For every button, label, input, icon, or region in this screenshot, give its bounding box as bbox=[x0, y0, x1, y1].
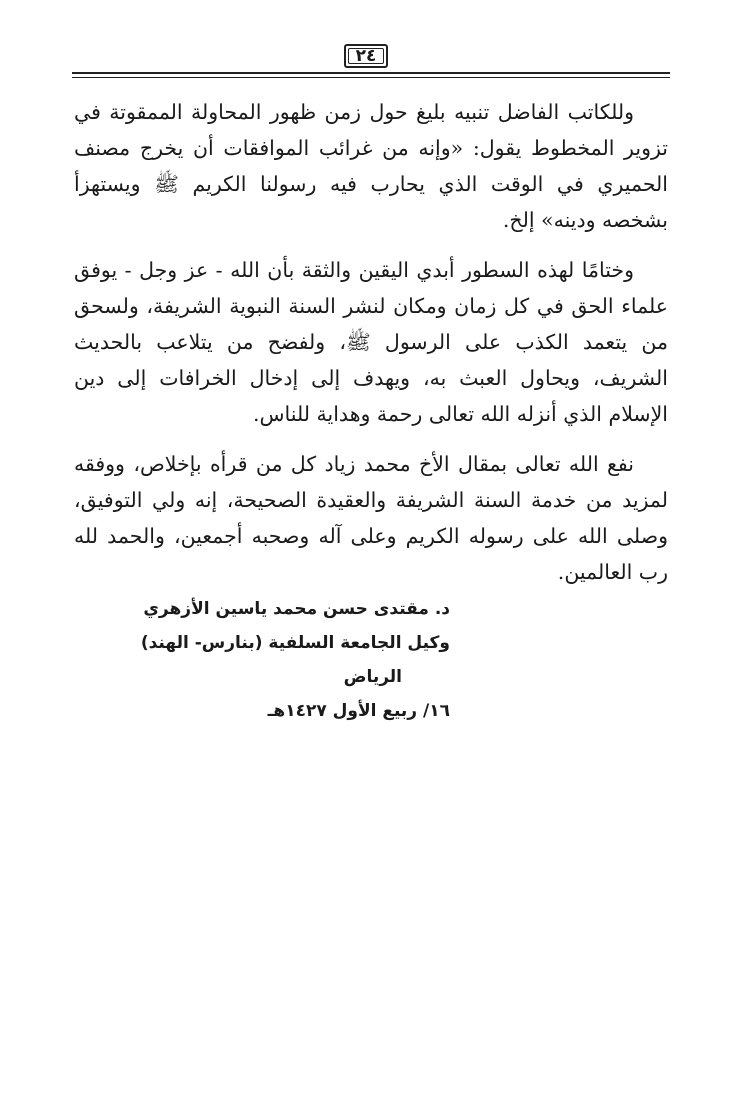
page-number: ٢٤ bbox=[355, 45, 377, 66]
signature-city: الرياض bbox=[343, 667, 402, 687]
signature-block bbox=[120, 592, 450, 728]
paragraph-author-note: وللكاتب الفاضل تنبيه بليغ حول زمن ظهور المحاولة الممقوتة في تزوير المخطوط يقول: «وإنه من غرائب الموافقات أن يخرج مصنف الحميري في الوقت الذي يحارب فيه رسولنا الكريم ﷺ ويستهزأ بشخصه ودينه» إلخ. bbox=[74, 100, 668, 232]
header-rule-thin bbox=[72, 77, 670, 78]
signature-name: د. مقتدى حسن محمد ياسين الأزهري bbox=[143, 599, 450, 619]
paragraph-conclusion: وختامًا لهذه السطور أبدي اليقين والثقة بأن الله - عز وجل - يوفق علماء الحق في كل زمان ومكان لنشر السنة النبوية الشريفة، ولسحق من يتعمد الكذب على الرسول ﷺ، ولفضح من يتلاعب بالحديث الشريف، ويحاول العبث به، ويهدف إلى إدخال الخرافات إلى دين الإسلام الذي أنزله الله تعالى رحمة وهداية للناس. bbox=[74, 258, 668, 426]
page-number-frame bbox=[344, 44, 388, 68]
signature-date: ١٦/ ربيع الأول ١٤٢٧هـ bbox=[267, 701, 450, 721]
signature-title: وكيل الجامعة السلفية (بنارس- الهند) bbox=[140, 633, 450, 653]
header-rule bbox=[72, 72, 670, 74]
body-text bbox=[74, 94, 668, 604]
paragraph-closing-prayer: نفع الله تعالى بمقال الأخ محمد زياد كل من قرأه بإخلاص، ووفقه لمزيد من خدمة السنة الشريفة والعقيدة الصحيحة، إنه ولي التوفيق، وصلى الله على رسوله الكريم وعلى آله وصحبه أجمعين، والحمد لله رب العالمين. bbox=[74, 452, 668, 584]
